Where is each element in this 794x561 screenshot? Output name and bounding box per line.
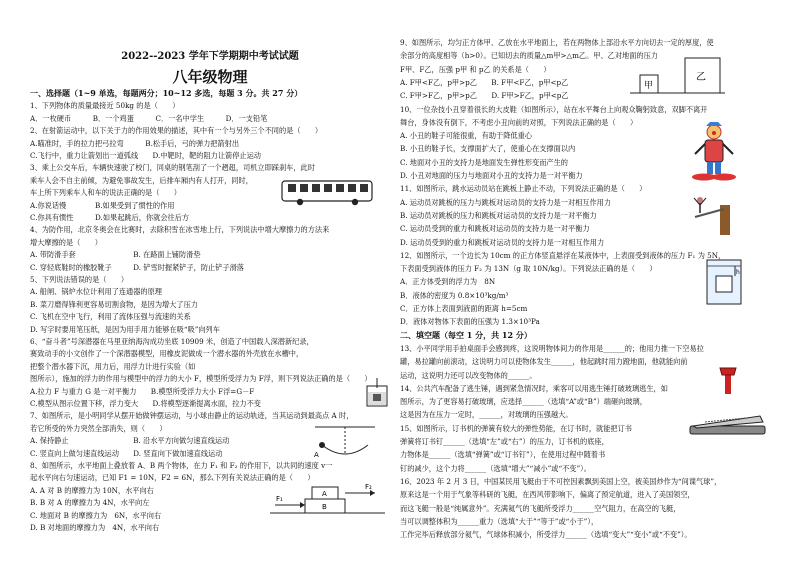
question-line: 15、如图所示，订书机的弹簧有较大的弹性势能，在订书时，就能把订书 xyxy=(400,423,632,433)
hammer-figure xyxy=(718,366,738,396)
question-line: B. B 对 A 的摩擦力为 4N，水平向左 xyxy=(30,498,150,508)
question-line: 而这飞艇一般是“纯属意外”。充满氦气的飞艇所受浮力______空气阻力，在高空的飞艇， xyxy=(400,503,681,513)
question-line: A. A 对 B 的摩擦力为 10N，水平向右 xyxy=(30,485,154,495)
question-line: 6、“奋斗者”号深潜器在马里亚纳海沟成功坐底 10909 米，创造了中国载人深潜新纪录， xyxy=(30,337,314,346)
question-line: 12、如图所示，一个边长为 10cm 的正方体竖直悬浮在某液体中，上表面受到液体的压力 F₁ 为 5N， xyxy=(400,250,726,260)
bus-figure xyxy=(280,178,375,206)
question-line: 14、公共汽车配备了逃生锤，遇到紧急情况时，乘客可以用逃生锤打破玻璃逃生，如 xyxy=(400,383,668,393)
term-title: 2022--2023 学年下学期期中考试试题 xyxy=(121,51,299,62)
question-line: 9、如图所示，均匀正方体甲、乙放在水平地面上，若在两物体上部沿水平方向切去一定的厚度，使 xyxy=(400,38,714,47)
question-line: 5、下列说法错误的是（ ） xyxy=(30,275,129,284)
question-line: C. 地面对 B 的摩擦力为 6N，水平向右 xyxy=(30,510,162,520)
question-line: 2、在射箭运动中，以下关于力的作用效果的描述，其中有一个与另外三个不同的是（ ） xyxy=(30,126,323,136)
question-line: 工作完毕后释放部分氦气，气球体积减小，所受浮力______（选填“变大”“变小”或“不变”）。 xyxy=(400,530,692,540)
question-line: 7、如图所示，是小明同学从摆开始做钟摆运动，与小球由静止的运动轨迹，当其运动到最高点 A 时， xyxy=(30,411,354,421)
question-line: 余部分的高度相等（h>0）。已知切去的质量△m甲>△m乙。甲、乙对地面的压力 xyxy=(400,51,658,61)
question-line: B. 运动员对跳板的压力和跳板对运动员的支持力是一对平衡力 xyxy=(400,210,597,220)
question-line: 把整个潜水器下沉，用力后，用浮力计进行实验（如 xyxy=(30,361,196,371)
question-line: 当可以调整体积为______重力（选填“大于”“等于”或“小于”）， xyxy=(400,516,599,526)
question-line: F甲、F乙，压强 p甲 和 p乙 的关系是（ ） xyxy=(400,64,551,74)
question-line: B．液体的密度为 0.8×10³kg/m³ xyxy=(400,290,509,300)
question-line: C.飞行中，重力让箭划出一道弧线 D.中靶时，靶的阻力让箭停止运动 xyxy=(30,151,261,160)
question-line: 3、乘上公交车后，车辆快速驶了校门，同桌的钢笔刮了一个趔趄，司机立即踩刹车，此时 xyxy=(30,163,315,173)
question-line: C. 运动员受到的重力和跳板对运动员的支持力是一对平衡力 xyxy=(400,224,590,234)
question-line: 11、如图所示，跳水运动员站在跳板上静止不动，下列说法正确的是（ ） xyxy=(400,184,647,194)
question-line: 一、选择题（1~9 单选，每题两分；10~12 多选，每题 3 分。共 27 分） xyxy=(30,88,303,98)
question-line: 乘车人会不自主前倾，为避免事故发生，后排车厢内有人打开，同时， xyxy=(30,175,253,185)
subject-title: 八年级物理 xyxy=(172,68,248,86)
question-line: D. 运动员受到的重力和跳板对运动员的支持力是一对相互作用力 xyxy=(400,237,605,247)
question-line: 弹簧将订书钉______（选填“左”或“右”）的压力，订书机的底座， xyxy=(400,437,609,446)
question-line: A. 保持静止 B. 沿水平方向做匀速直线运动 xyxy=(30,436,230,446)
force-f2-label: F₂ xyxy=(365,483,372,491)
question-line: 1、下列物体的质量最接近 50kg 的是（ ） xyxy=(30,101,180,111)
question-line: 图所示，为了更容易打破玻璃，应选择______（选填“A”或“B”）端砸向玻璃， xyxy=(400,397,647,407)
question-line: D. B 对地面的摩擦力为 4N，水平向右 xyxy=(30,523,160,532)
question-line: C．正方体上表面到液面的距离 h=5cm xyxy=(400,304,528,313)
box-jia-label: 甲 xyxy=(644,81,654,91)
question-line: A.你说话慢 B.如果受到了惯性的作用 xyxy=(30,200,175,210)
cube-h-label: h xyxy=(736,269,740,276)
question-line: A.瞄准时，手的拉力把弓拉弯 B.松手后，弓的弹力把箭射出 xyxy=(30,138,240,148)
question-line: A. 船闸、锅炉水位计利用了连通器的原理 xyxy=(30,287,162,297)
question-line: 8、如图所示，水平地面上叠放着 A、B 两个物体，在力 F₁ 和 F₂ 的作用下，以共同的速度 v一 xyxy=(30,461,333,470)
question-line: 这是因为在压力一定时，______，对玻璃的压强越大。 xyxy=(400,410,573,420)
question-line: A. 带防滑手套 B. 在路面上铺防滑垫 xyxy=(30,250,201,260)
question-line: A．一枚硬币 B．一个鸡蛋 C．一名中学生 D．一支铅笔 xyxy=(30,113,268,123)
diver-figure xyxy=(690,195,735,235)
pendulum-figure xyxy=(310,425,380,460)
question-line: A. F甲<F乙，p甲>p乙 B. F甲<F乙，p甲<p乙 xyxy=(400,77,569,87)
block-a-label: A xyxy=(322,490,327,498)
question-line: B. 小丑的鞋子长，支撑面扩大了，使重心在支撑面以内 xyxy=(400,144,576,154)
question-line: C. 飞机在空中飞行，利用了流体压强与流速的关系 xyxy=(30,312,191,322)
question-line: 赛致动手的小文创作了一个深潜器模型，用橡皮泥做成一个潜水器的外壳放在水槽中， xyxy=(30,349,304,359)
left-column xyxy=(30,0,390,561)
question-line: 增大摩擦的是（ ） xyxy=(30,237,102,247)
question-line: D. 写字时要用笔压纸，是因为用手用力能够在吸“吸”向列车 xyxy=(30,324,220,334)
question-line: C.你具有惯性 D.如果起跳后，你就会往后方 xyxy=(30,213,190,222)
box-yi-label: 乙 xyxy=(696,72,706,83)
stapler-figure xyxy=(685,408,770,438)
question-line: 舞台，身体没有倒下，不考虑小丑向前的对照，下列说法正确的是（ ） xyxy=(400,117,638,127)
question-line: 车上所下列乘车人和车的说法正确的是（ ） xyxy=(30,188,181,198)
question-line: 4、为防作用，北京冬奥会在比赛时，去除积雪在冰雪地上行，下列说法中增大摩擦力的方法来 xyxy=(30,225,330,235)
question-line: D. 小丑对地面的压力与地面对小丑的支持力是一对平衡力 xyxy=(400,171,583,180)
question-line: 二、填空题（每空 1 分，共 12 分） xyxy=(400,329,532,340)
question-line: 力物体是______（选填“弹簧”或“订书钉”），在使用过程中随着书 xyxy=(400,450,606,460)
question-line: 运动，这说明力还可以改变物体的______。 xyxy=(400,370,537,380)
question-line: 罐，易拉罐向前滚动，这说明力可以使物体发生______，他起跳时用力蹬地面，他就能向前 xyxy=(400,357,688,367)
question-line: C. F甲>F乙，p甲>p乙 D. F甲>F乙，p甲<p乙 xyxy=(400,91,569,101)
question-line: 若它所受的外力突然全部消失，则（ ） xyxy=(30,423,167,433)
question-line: 起水平向右匀速运动，已知 F1 = 10N，F2 = 6N，那么下列有关说法正确的是（ ） xyxy=(30,473,315,483)
question-line: D．液体对物体下表面的压强为 1.3×10³Pa xyxy=(400,317,540,327)
question-line: 13、小平同学用手拍桌面手会感到疼，这说明物体间力的作用是______的；他用力推一下空易拉 xyxy=(400,343,704,353)
force-f1-label: F₁ xyxy=(276,495,283,503)
question-line: A．正方体受到的浮力为 8N xyxy=(400,277,496,287)
right-column xyxy=(400,0,788,561)
question-line: 图所示），施加的浮力的作用与模型中的浮力的大小 F，模型所受浮力为 F浮，则下列说法正确的是（ ） xyxy=(30,374,372,384)
question-line: 钉的减少，这个力将______（选填“增大”“减小”或“不变”）。 xyxy=(400,463,591,473)
question-line: 10、一位杂技小丑穿着很长的大皮鞋（如图所示），站在水平舞台上向观众鞠躬致意，双脚不离开 xyxy=(400,104,708,114)
question-line: C. 穿轻底鞋时的橡胶靴子 D. 铲雪时握紧铲子，防止铲子滑落 xyxy=(30,262,244,272)
liquid-cube-figure xyxy=(705,258,743,306)
boxes-figure xyxy=(630,53,725,95)
question-line: 16、2023 年 2 月 3 日，中国某民用飞艇由于不可控因素飘到美国上空，被美国炒作为“间谍气球”， xyxy=(400,476,722,486)
question-line: A. 运动员对跳板的压力与跳板对运动员的支持力是一对相互作用力 xyxy=(400,197,612,207)
question-line: 原来这是一个用于气象等科研的飞艇，在西风带影响下，偏离了预定航道，进入了美国领空， xyxy=(400,490,695,500)
question-line: C. 地面对小丑的支持力是地面发生弹性形变而产生的 xyxy=(400,157,568,167)
question-line: A. 小丑的鞋子可能很重，有助于降低重心 xyxy=(400,131,532,141)
clown-figure xyxy=(690,122,738,184)
block-b-label: B xyxy=(322,503,327,511)
ball-label: A xyxy=(314,451,319,459)
question-line: C. 竖直向上做匀速直线运动 D. 竖直向下做加速直线运动 xyxy=(30,448,223,458)
question-line: B. 菜刀磨得锋利更容易切割食物，是因为增大了压力 xyxy=(30,299,198,309)
question-line: C.模型从图示位置下移，浮力变大 D.将模型逐渐提离水面，拉力不变 xyxy=(30,399,261,408)
question-line: 下表面受到液体的压力 F₂ 为 13N（g 取 10N/kg）。下列说法正确的是（ ） xyxy=(400,264,657,274)
blocks-figure xyxy=(270,477,385,517)
question-line: A.拉力 F 与重力 G 是一对平衡力 B.模型所受浮力大小 F浮=G－F xyxy=(30,386,255,396)
water-tank-figure xyxy=(365,378,389,408)
